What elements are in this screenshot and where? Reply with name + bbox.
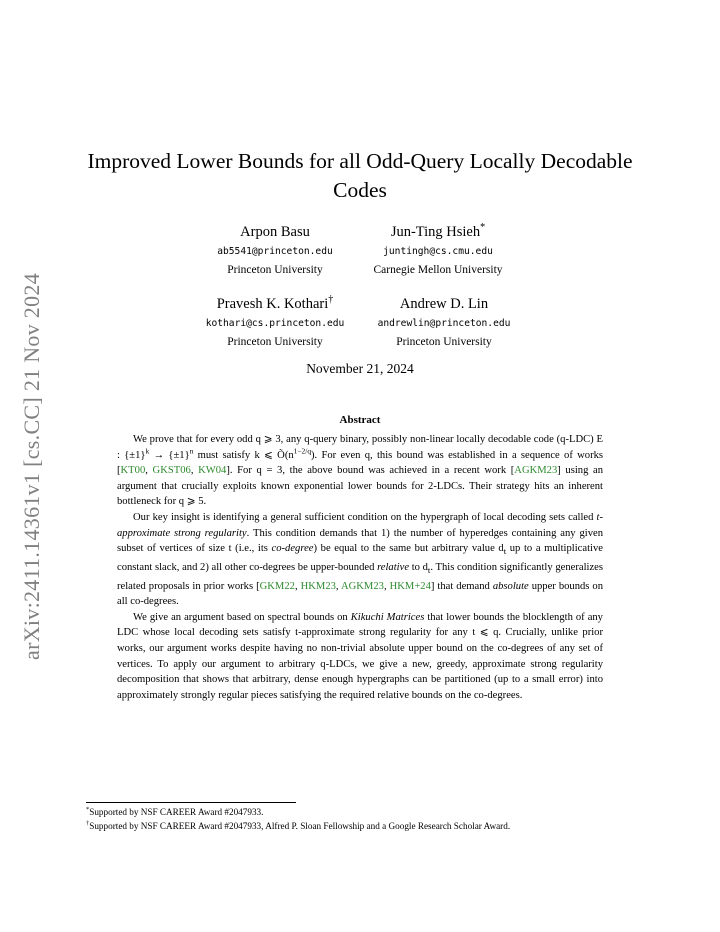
author-affiliation: Princeton University xyxy=(396,336,492,348)
arxiv-identifier-stamp: arXiv:2411.14361v1 [cs.CC] 21 Nov 2024 xyxy=(19,272,44,660)
footnote-divider xyxy=(86,802,296,803)
footnote: *Supported by NSF CAREER Award #2047933. xyxy=(86,805,264,817)
author-affiliation: Carnegie Mellon University xyxy=(373,264,503,276)
citation-link[interactable]: AGKM23 xyxy=(340,580,384,592)
footnote-mark: * xyxy=(480,222,486,234)
author-name: Pravesh K. Kothari† xyxy=(216,294,334,312)
citation-link[interactable]: KT00 xyxy=(120,465,146,477)
author-name: Jun-Ting Hsieh* xyxy=(390,222,486,240)
footnote-mark: † xyxy=(328,294,334,306)
abstract-paragraph: We give an argument based on spectral bounds on Kikuchi Matrices that lower bounds the blocklength of any LDC whose local decoding sets satisfy t-approximate strong regularity for any t ⩽ q. Crucially, unlike prior works, our argument works despite having no non-trivial absolute upper bound on the co-degrees of any set of vertices. To apply our argument to arbitrary q-LDCs, we give a new, greedy, approximate strong regularity decomposition that shows that arbitrary, dense enough hypergraphs can be partitioned (up to a small error) into approximately strongly regular pieces satisfying the required relative bounds on the co-degrees. xyxy=(117,611,603,701)
author-email[interactable]: juntingh@cs.cmu.edu xyxy=(383,246,493,257)
author-email[interactable]: andrewlin@princeton.edu xyxy=(377,318,511,329)
author-block xyxy=(324,294,564,351)
citation-link[interactable]: GKM22 xyxy=(259,580,295,592)
abstract-body xyxy=(117,432,603,703)
author-name: Arpon Basu xyxy=(240,224,310,240)
author-affiliation: Princeton University xyxy=(227,336,323,348)
abstract-heading: Abstract xyxy=(339,414,381,426)
abstract-paragraph: We prove that for every odd q ⩾ 3, any q-query binary, possibly non-linear locally decodable code (q-LDC) E : $\{\pm 1\}^k \to \{\pm 1\}^n$ must satisfy k ⩽ $Õ(n^{1-2/q})$. For even q, this bound was established in a sequence of works [KT00, GKST06, KW04]. For q = 3, the above bound was achieved in a recent work [AGKM23] using an argument that crucially exploits known exponential lower bounds for 2-LDCs. Their strategy hits an inherent bottleneck for q ⩾ 5. xyxy=(117,434,604,508)
citation-link[interactable]: AGKM23 xyxy=(514,465,558,477)
citation-link[interactable]: HKM+24 xyxy=(389,580,431,592)
publication-date: November 21, 2024 xyxy=(306,361,414,376)
footnotes xyxy=(86,806,646,833)
citation-link[interactable]: KW04 xyxy=(198,465,227,477)
citation-link[interactable]: GKST06 xyxy=(152,465,191,477)
author-name: Andrew D. Lin xyxy=(399,296,489,312)
citation-link[interactable]: HKM23 xyxy=(300,580,336,592)
author-email[interactable]: ab5541@princeton.edu xyxy=(217,246,333,257)
author-email[interactable]: kothari@cs.princeton.edu xyxy=(205,318,345,329)
author-block xyxy=(318,222,558,279)
paper-title: Improved Lower Bounds for all Odd-Query Locally Decodable Codes xyxy=(87,149,633,202)
abstract-paragraph: Our key insight is identifying a general sufficient condition on the hypergraph of local decoding sets called t-approximate strong regularity. This condition demands that 1) the number of hyperedges containing any given subset of vertices of size t (i.e., its co-degree) be equal to the same but arbitrary value $d_t$ up to a multiplicative constant slack, and 2) all other co-degrees be upper-bounded relative to $d_t$. This condition significantly generalizes related proposals in prior works [GKM22, HKM23, AGKM23, HKM+24] that demand absolute upper bounds on all co-degrees. xyxy=(117,511,604,608)
author-affiliation: Princeton University xyxy=(227,264,323,276)
footnote: †Supported by NSF CAREER Award #2047933, Alfred P. Sloan Fellowship and a Google Research Scholar Award. xyxy=(86,819,511,831)
